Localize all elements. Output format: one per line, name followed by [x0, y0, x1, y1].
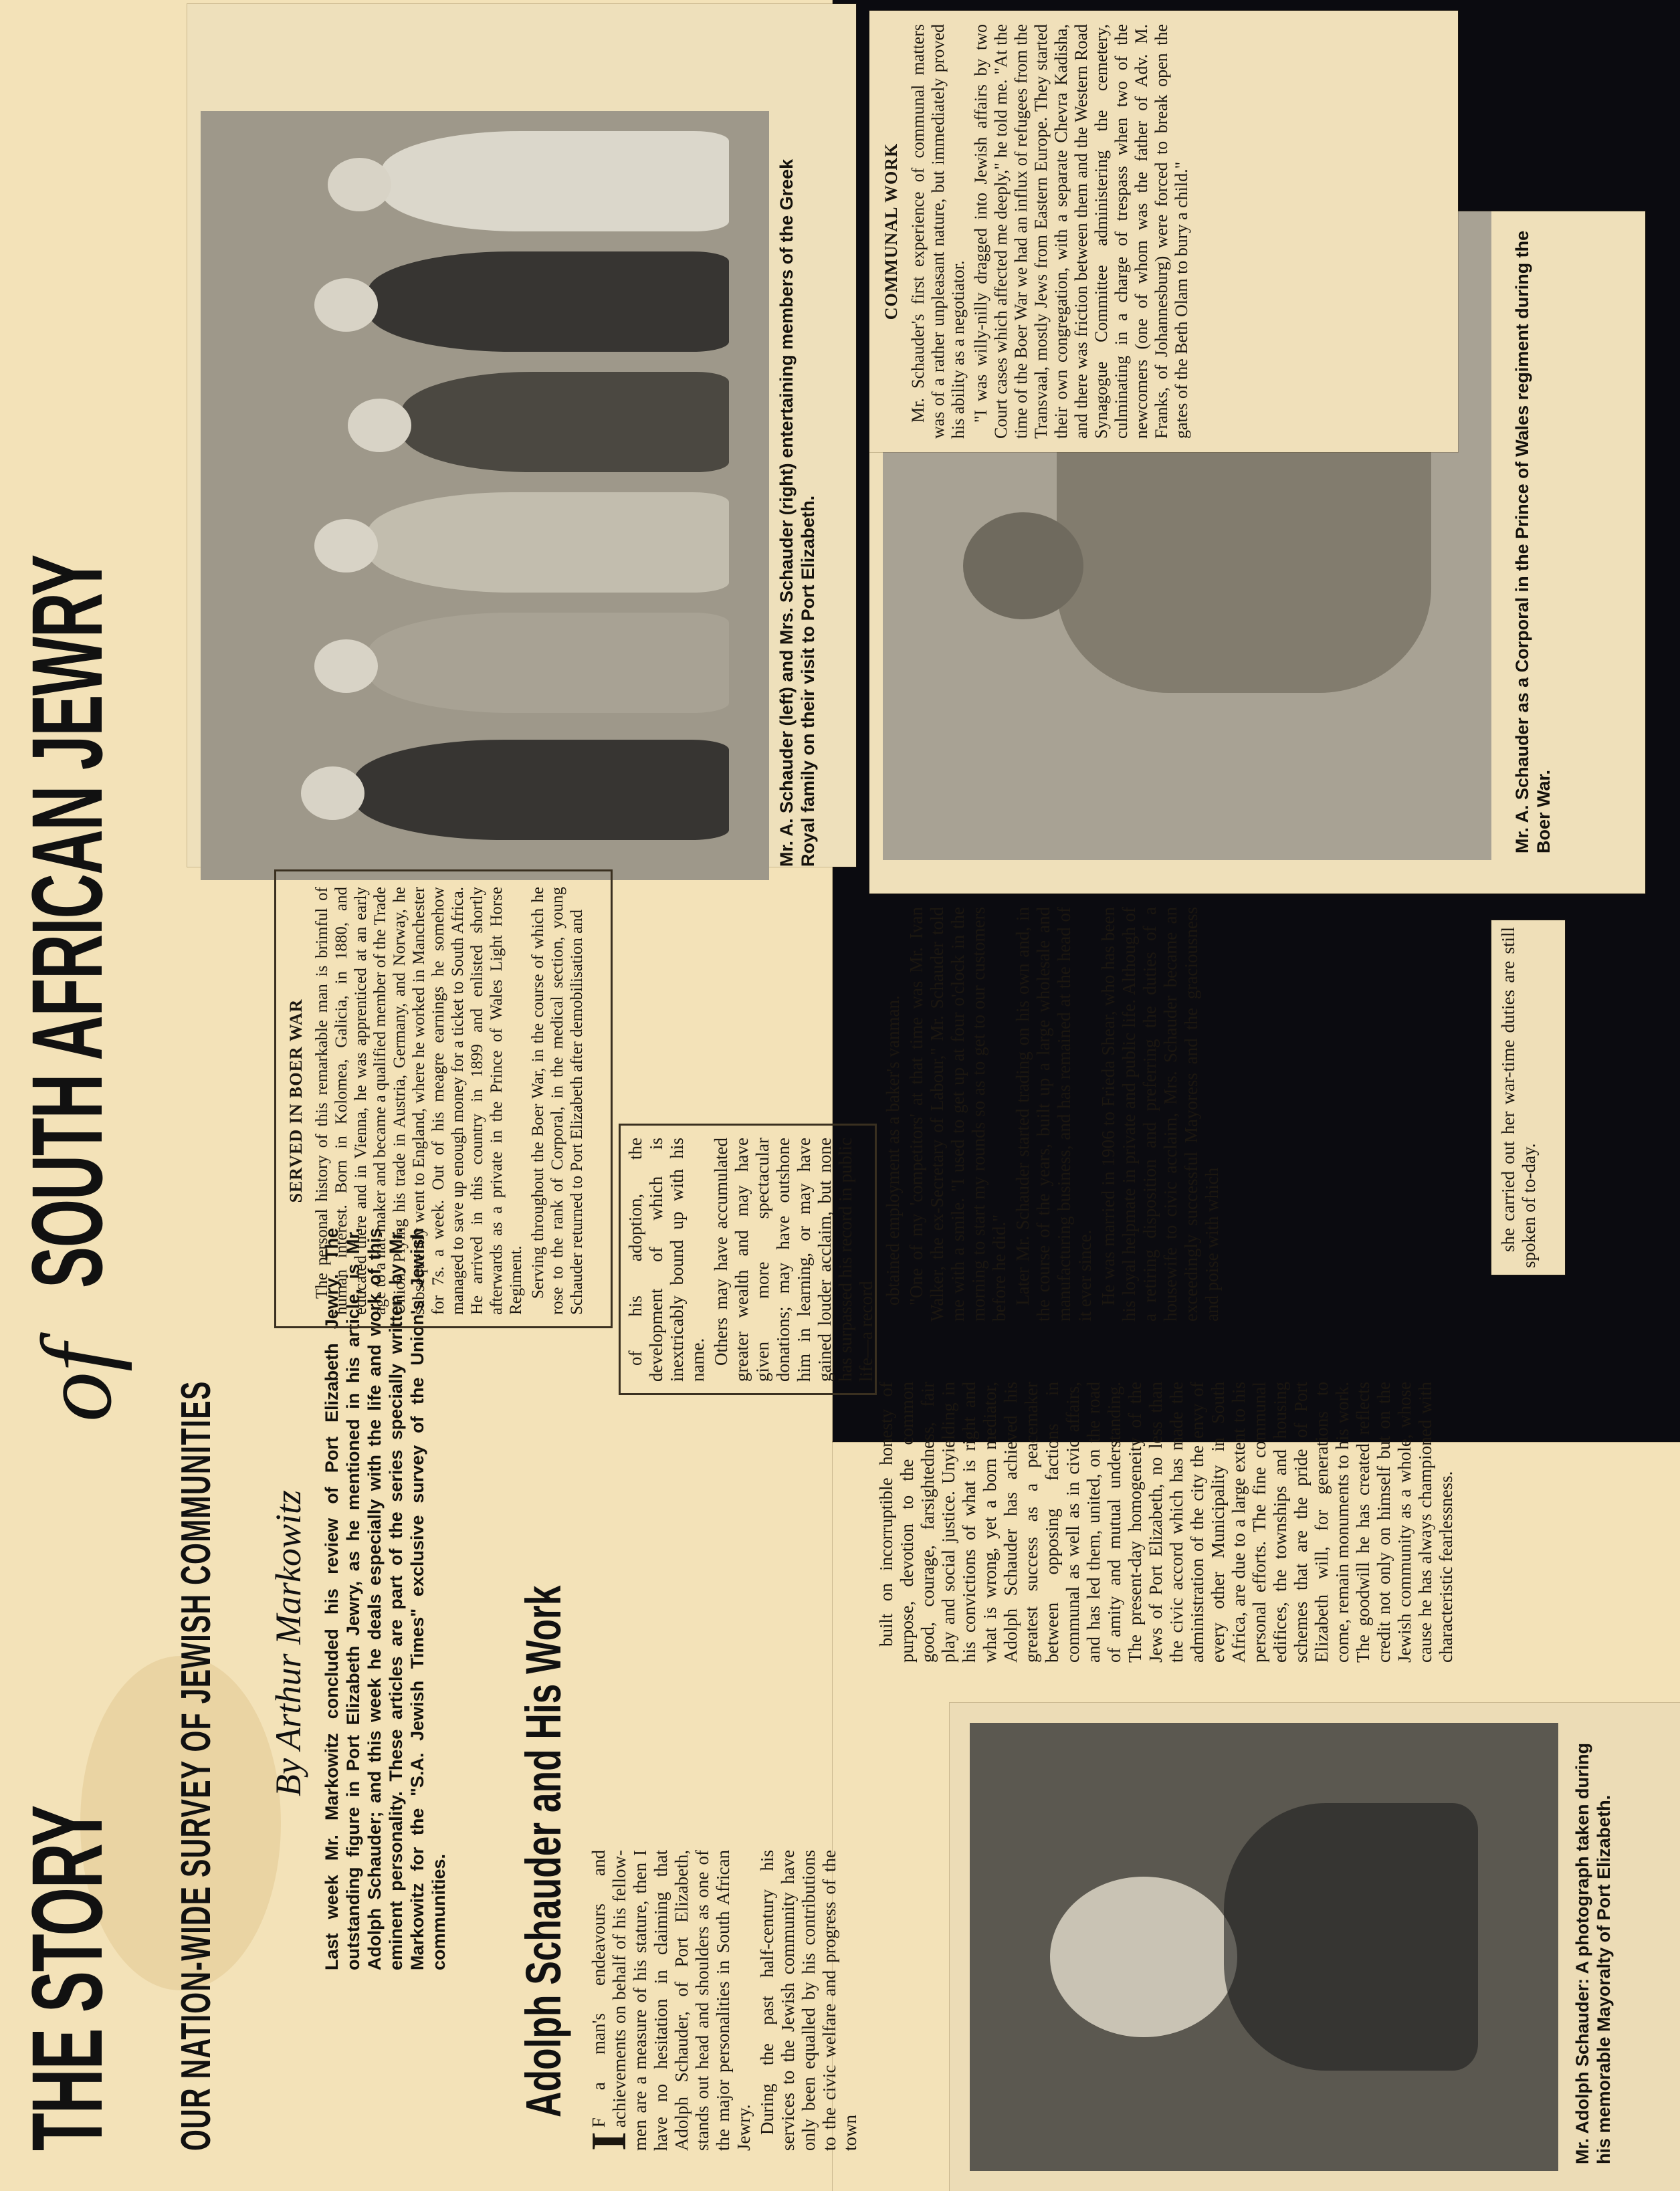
masthead-title-of: of	[21, 1344, 132, 1422]
article-column-5	[883, 907, 1225, 1322]
communal-work-column	[876, 24, 1194, 439]
mayoralty-caption: Mr. Adolph Schauder: A photograph taken during his memorable Mayoralty of Port Elizabeth.	[1572, 1743, 1614, 2164]
masthead-title-part1: THE STORY	[11, 1806, 123, 2151]
column-5-text-d: He was married in 1906 to Frieda Shear, who has been his loyal helpmate in private and public life. Although of a retiring disposition and preferring the duties of a housewife to civic acclaim, Mrs. Schauder became an exceedingly successful Mayoress and the graciousness and poise with which	[1098, 907, 1222, 1322]
article-column-3	[876, 1382, 1459, 1663]
column-2-text-a: of his adoption, the development of which is inextricably bound up with his name.	[625, 1138, 708, 1382]
group-photo	[201, 111, 769, 880]
article-headline: Adolph Schauder and His Work	[516, 1585, 571, 2117]
boer-war-text: The personal history of this remarkable man is brimful of human interest. Born in Kolomea, Galicia, in 1880, and educated there and in Vienna, he was apprenticed at an early age to a hat-maker and became a qualified member of the Trade Union. Plying his trade in Austria, Germany, and Norway, he subsequently went to England, where he worked in Manchester for 7s. a week. Out of his meagre earnings he somehow managed to save up enough money for a ticket to South Africa. He arrived in this country in 1899 and enlisted shortly afterwards as a private in the Prince of Wales Light Horse Regiment.	[313, 887, 525, 1315]
masthead-subtitle: OUR NATION-WIDE SURVEY OF JEWISH COMMUNITIES	[173, 1380, 219, 2151]
byline: By Arthur Markowitz	[268, 1490, 308, 1796]
column-1-text: F a man's endeavours and achievements on behalf of his fellow-men are a measure of his stature, then I have no hesitation in claiming that Adolph Schauder, of Port Elizabeth, stands out head and shoulders as one of the major personalities in South African Jewry.	[589, 1850, 754, 2151]
boer-war-text-b: Serving throughout the Boer War, in the course of which he rose to the rank of Corporal, in the medical section, young Schauder returned to Port Elizabeth after demobilisation and	[529, 887, 586, 1315]
column-6-text: she carried out her war-time duties are still spoken of to-day.	[1498, 927, 1539, 1268]
communal-work-text-b: "I was willy-nilly dragged into Jewish affairs by two Court cases which affected me deeply," he told me. "At the time of the Boer War we had an influx of refugees from the Transvaal, mostly Jews from Eastern Europe. They started their own congregation, with a separate Chevra Kadisha, and there was friction between them and the Western Road Synagogue Committee administering the cemetery, culminating in a charge of trespass when two of the newcomers (one of whom was the father of Adv. M. Franks, of Johannesburg) were forced to break open the gates of the Beth Olam to bury a child."	[971, 24, 1191, 439]
mayoralty-photo	[970, 1723, 1558, 2171]
column-5-text-b: "One of my 'competitors' at that time was Mr. Ivan Walker, the ex-Secretary of Labour," Mr. Schauder told me with a smile. "I used to get up at four o'clock in the morning to start my rounds so as to get to our customers before he did."	[906, 907, 1009, 1322]
article-column-2	[625, 1138, 879, 1382]
column-1-text-b: During the past half-century his services to the Jewish community have only been equalled by his contributions to the civic welfare and progress of the town	[757, 1850, 860, 2151]
group-photo-caption: Mr. A. Schauder (left) and Mrs. Schauder (right) entertaining members of the Greek Royal family on their visit to Port Elizabeth.	[776, 159, 818, 867]
boer-war-heading: SERVED IN BOER WAR	[286, 999, 306, 1203]
communal-work-text-a: Mr. Schauder's first experience of communal matters was of a rather unpleasant nature, but immediately proved his ability as a negotiator.	[908, 24, 968, 439]
column-5-text-c: Later Mr. Schauder started trading on his own and, in the course of the years, built up a large wholesale and manufacturing business, and has remained at the head of it ever since.	[1013, 907, 1095, 1322]
article-column-1	[582, 1850, 863, 2151]
drop-cap: I	[582, 2131, 637, 2151]
corporal-caption: Mr. A. Schauder as a Corporal in the Prince of Wales regiment during the Boer War.	[1512, 230, 1554, 853]
column-3-text: built on incorruptible honesty of purpose, devotion to the common good, courage, farsightedness, fair play and social justice. Unyielding in his convictions of what is right and what is wrong, yet a born mediator, Adolph Schauder has achieved his greatest success as a peacemaker between opposing factions in communal as well as in civic affairs, and has led them, united, on the road of amity and mutual understanding. The present-day homogeneity of the Jews of Port Elizabeth, no less than the civic accord which has made the administration of the city the envy of every other Municipality in South Africa, are due to a large extent to his personal efforts. The fine communal edifices, the townships and housing schemes that are the pride of Port Elizabeth will, for generations to come, remain monuments to his work. The goodwill he has created reflects credit not only on himself but on the Jewish community as a whole, whose cause he has always championed with characteristic fearlessness.	[876, 1382, 1456, 1663]
intro-paragraph: Last week Mr. Markowitz concluded his review of Port Elizabeth Jewry. The outstanding figure in Port Elizabeth Jewry, as he mentioned in his article, is Mr. Adolph Schauder; and this week he deals especially with the life and work of this eminent personality. These articles are part of the series specially written by Mr. Markowitz for the "S.A. Jewish Times" exclusive survey of the Union's Jewish communities.	[322, 1228, 449, 1970]
boer-war-column	[281, 887, 589, 1315]
communal-work-heading: COMMUNAL WORK	[881, 142, 901, 320]
column-5-text-a: obtained employment as a baker's vanman.	[883, 995, 903, 1306]
column-2-text-b: Others may have accumulated greater wealth and may have given more spectacular donations; may have outshone him in learning, or may have gained louder acclaim, but none has surpassed his record in public life—a record	[711, 1138, 876, 1382]
article-column-6	[1498, 927, 1542, 1268]
masthead-title-part2: SOUTH AFRICAN JEWRY	[11, 555, 123, 1288]
